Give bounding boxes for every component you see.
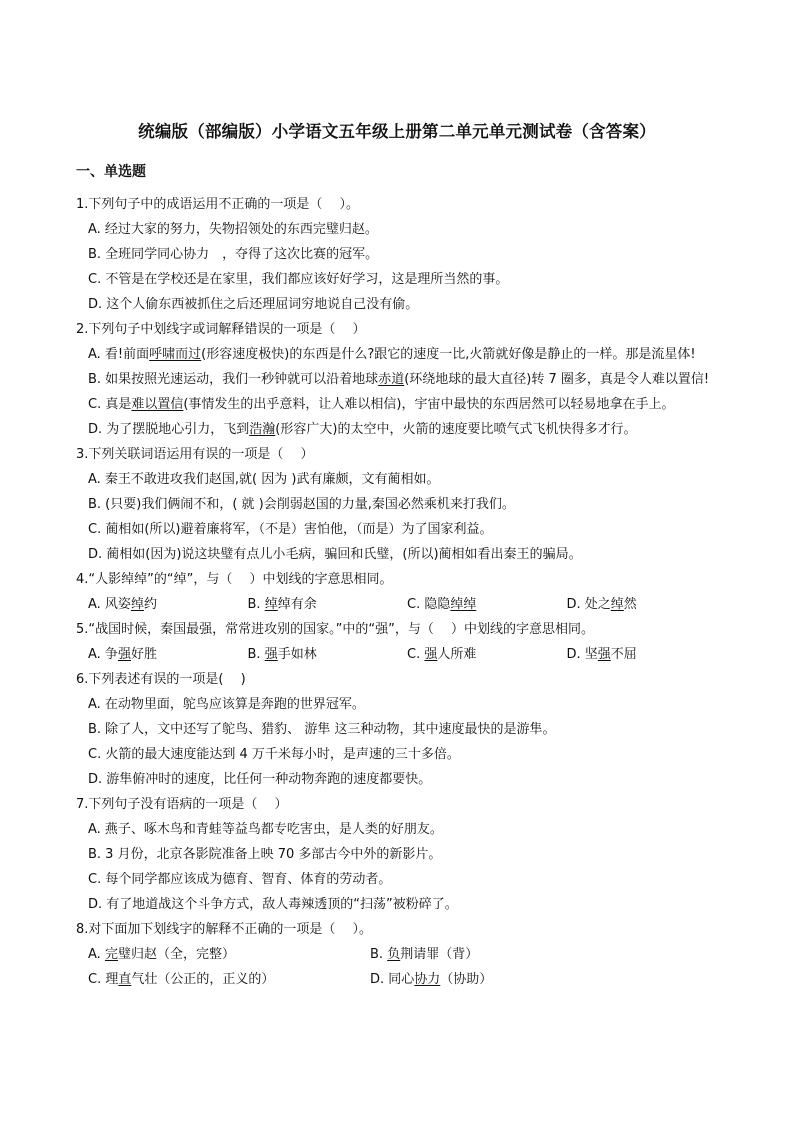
underlined-term: 呼啸而过 [149,347,202,362]
question-3-option-b: B. (只要)我们俩闹不和，( 就 )会削弱赵国的力量,秦国必然乘机来打我们。 [88,497,515,512]
section-heading: 一、单选题 [76,164,146,180]
question-2-option-c: C. 真是难以置信(事情发生的出乎意料，让人难以相信)，宇宙中最快的东西居然可以轻易地拿在手上。 [88,397,675,412]
question-8-options-row-1 [76,942,726,967]
question-1-option-b: B. 全班同学同心协力 ，夺得了这次比赛的冠军。 [88,247,379,262]
question-3-option-a: A. 秦王不敢进攻我们赵国,就( 因为 )武有廉颇，文有蔺相如。 [88,472,440,487]
question-6-option-b: B. 除了人，文中还写了鸵鸟、猎豹、 游隼 这三种动物，其中速度最快的是游隼。 [88,722,556,737]
question-7-option-b: B. 3 月份，北京各影院准备上映 70 多部古今中外的新影片。 [88,847,442,862]
underlined-term: 赤道 [378,372,405,387]
question-list [76,192,726,992]
question-6-option-d: D. 游隼俯冲时的速度，比任何一种动物奔跑的速度都要快。 [88,772,432,787]
underlined-term: 难以置信 [131,397,184,412]
question-2-option-a: A. 看!前面呼啸而过(形容速度极快)的东西是什么?跟它的速度一比,火箭就好像是静止的一样。那是流星体! [88,347,696,362]
question-7-option-d: D. 有了地道战这个斗争方式，敌人毒辣透顶的“扫荡”被粉碎了。 [88,897,458,912]
question-6-option-c: C. 火箭的最大速度能达到 4 万千米每小时，是声速的三十多倍。 [88,747,460,762]
question-5-options [76,642,726,667]
question-4-option-d: D. 处之绰然 [566,597,637,612]
underlined-term: 浩瀚 [249,422,276,437]
question-2-option-b: B. 如果按照光速运动，我们一秒钟就可以沿着地球赤道(环绕地球的最大直径)转 7 圈多，真是令人难以置信! [88,372,710,387]
question-7-option-c: C. 每个同学都应该成为德育、智育、体育的劳动者。 [88,872,392,887]
question-5-option-d: D. 坚强不屈 [566,647,637,662]
question-7-stem: 7.下列句子没有语病的一项是（ ） [76,797,288,812]
question-3-option-d: D. 蔺相如(因为)说这块璧有点儿小毛病，骗回和氏璧，(所以)蔺相如看出秦王的骗局。 [88,547,582,562]
question-4-option-c: C. 隐隐绰绰 [407,597,477,612]
question-2-option-d: D. 为了摆脱地心引力，飞到浩瀚(形容广大)的太空中，火箭的速度要比喷气式飞机快得多才行。 [88,422,637,437]
question-8-options-row-2 [76,967,726,992]
question-8-option-a: A. 完璧归赵（全，完整） [88,947,235,962]
question-6-stem: 6.下列表述有误的一项是( ) [76,672,246,687]
question-1-option-d: D. 这个人偷东西被抓住之后还理屈词穷地说自己没有偷。 [88,297,419,312]
question-4-option-b: B. 绰绰有余 [247,597,317,612]
question-5-option-b: B. 强手如林 [247,647,317,662]
question-3-stem: 3.下列关联词语运用有误的一项是（ ） [76,447,314,462]
question-5-option-a: A. 争强好胜 [88,647,157,662]
question-4-options [76,592,726,617]
question-1-option-c: C. 不管是在学校还是在家里，我们都应该好好学习，这是理所当然的事。 [88,272,509,287]
question-8-option-c: C. 理直气壮（公正的，正义的） [88,972,275,987]
question-7-option-a: A. 燕子、啄木鸟和青蛙等益鸟都专吃害虫，是人类的好朋友。 [88,822,443,837]
question-1-option-a: A. 经过大家的努力，失物招领处的东西完璧归赵。 [88,222,378,237]
question-8-option-d: D. 同心协力（协助） [370,972,493,987]
document-title: 统编版（部编版）小学语文五年级上册第二单元单元测试卷（含答案） [138,122,656,141]
question-4-stem: 4.“人影绰绰”的“绰”，与（ ）中划线的字意思相同。 [76,572,393,587]
question-5-option-c: C. 强人所难 [407,647,477,662]
question-3-option-c: C. 蔺相如(所以)避着廉将军，（不是）害怕他，（而是）为了国家利益。 [88,522,493,537]
question-1-stem: 1.下列句子中的成语运用不正确的一项是（ ）。 [76,197,360,212]
question-5-stem: 5.“战国时候，秦国最强，常常进攻别的国家。”中的“强”，与（ ）中划线的字意思相同。 [76,622,594,637]
question-8-option-b: B. 负荆请罪（背） [370,947,479,962]
question-6-option-a: A. 在动物里面，鸵鸟应该算是奔跑的世界冠军。 [88,697,365,712]
question-2-stem: 2.下列句子中划线字或词解释错误的一项是（ ） [76,322,366,337]
question-8-stem: 8.对下面加下划线字的解释不正确的一项是（ ）。 [76,922,373,937]
question-4-option-a: A. 风姿绰约 [88,597,157,612]
